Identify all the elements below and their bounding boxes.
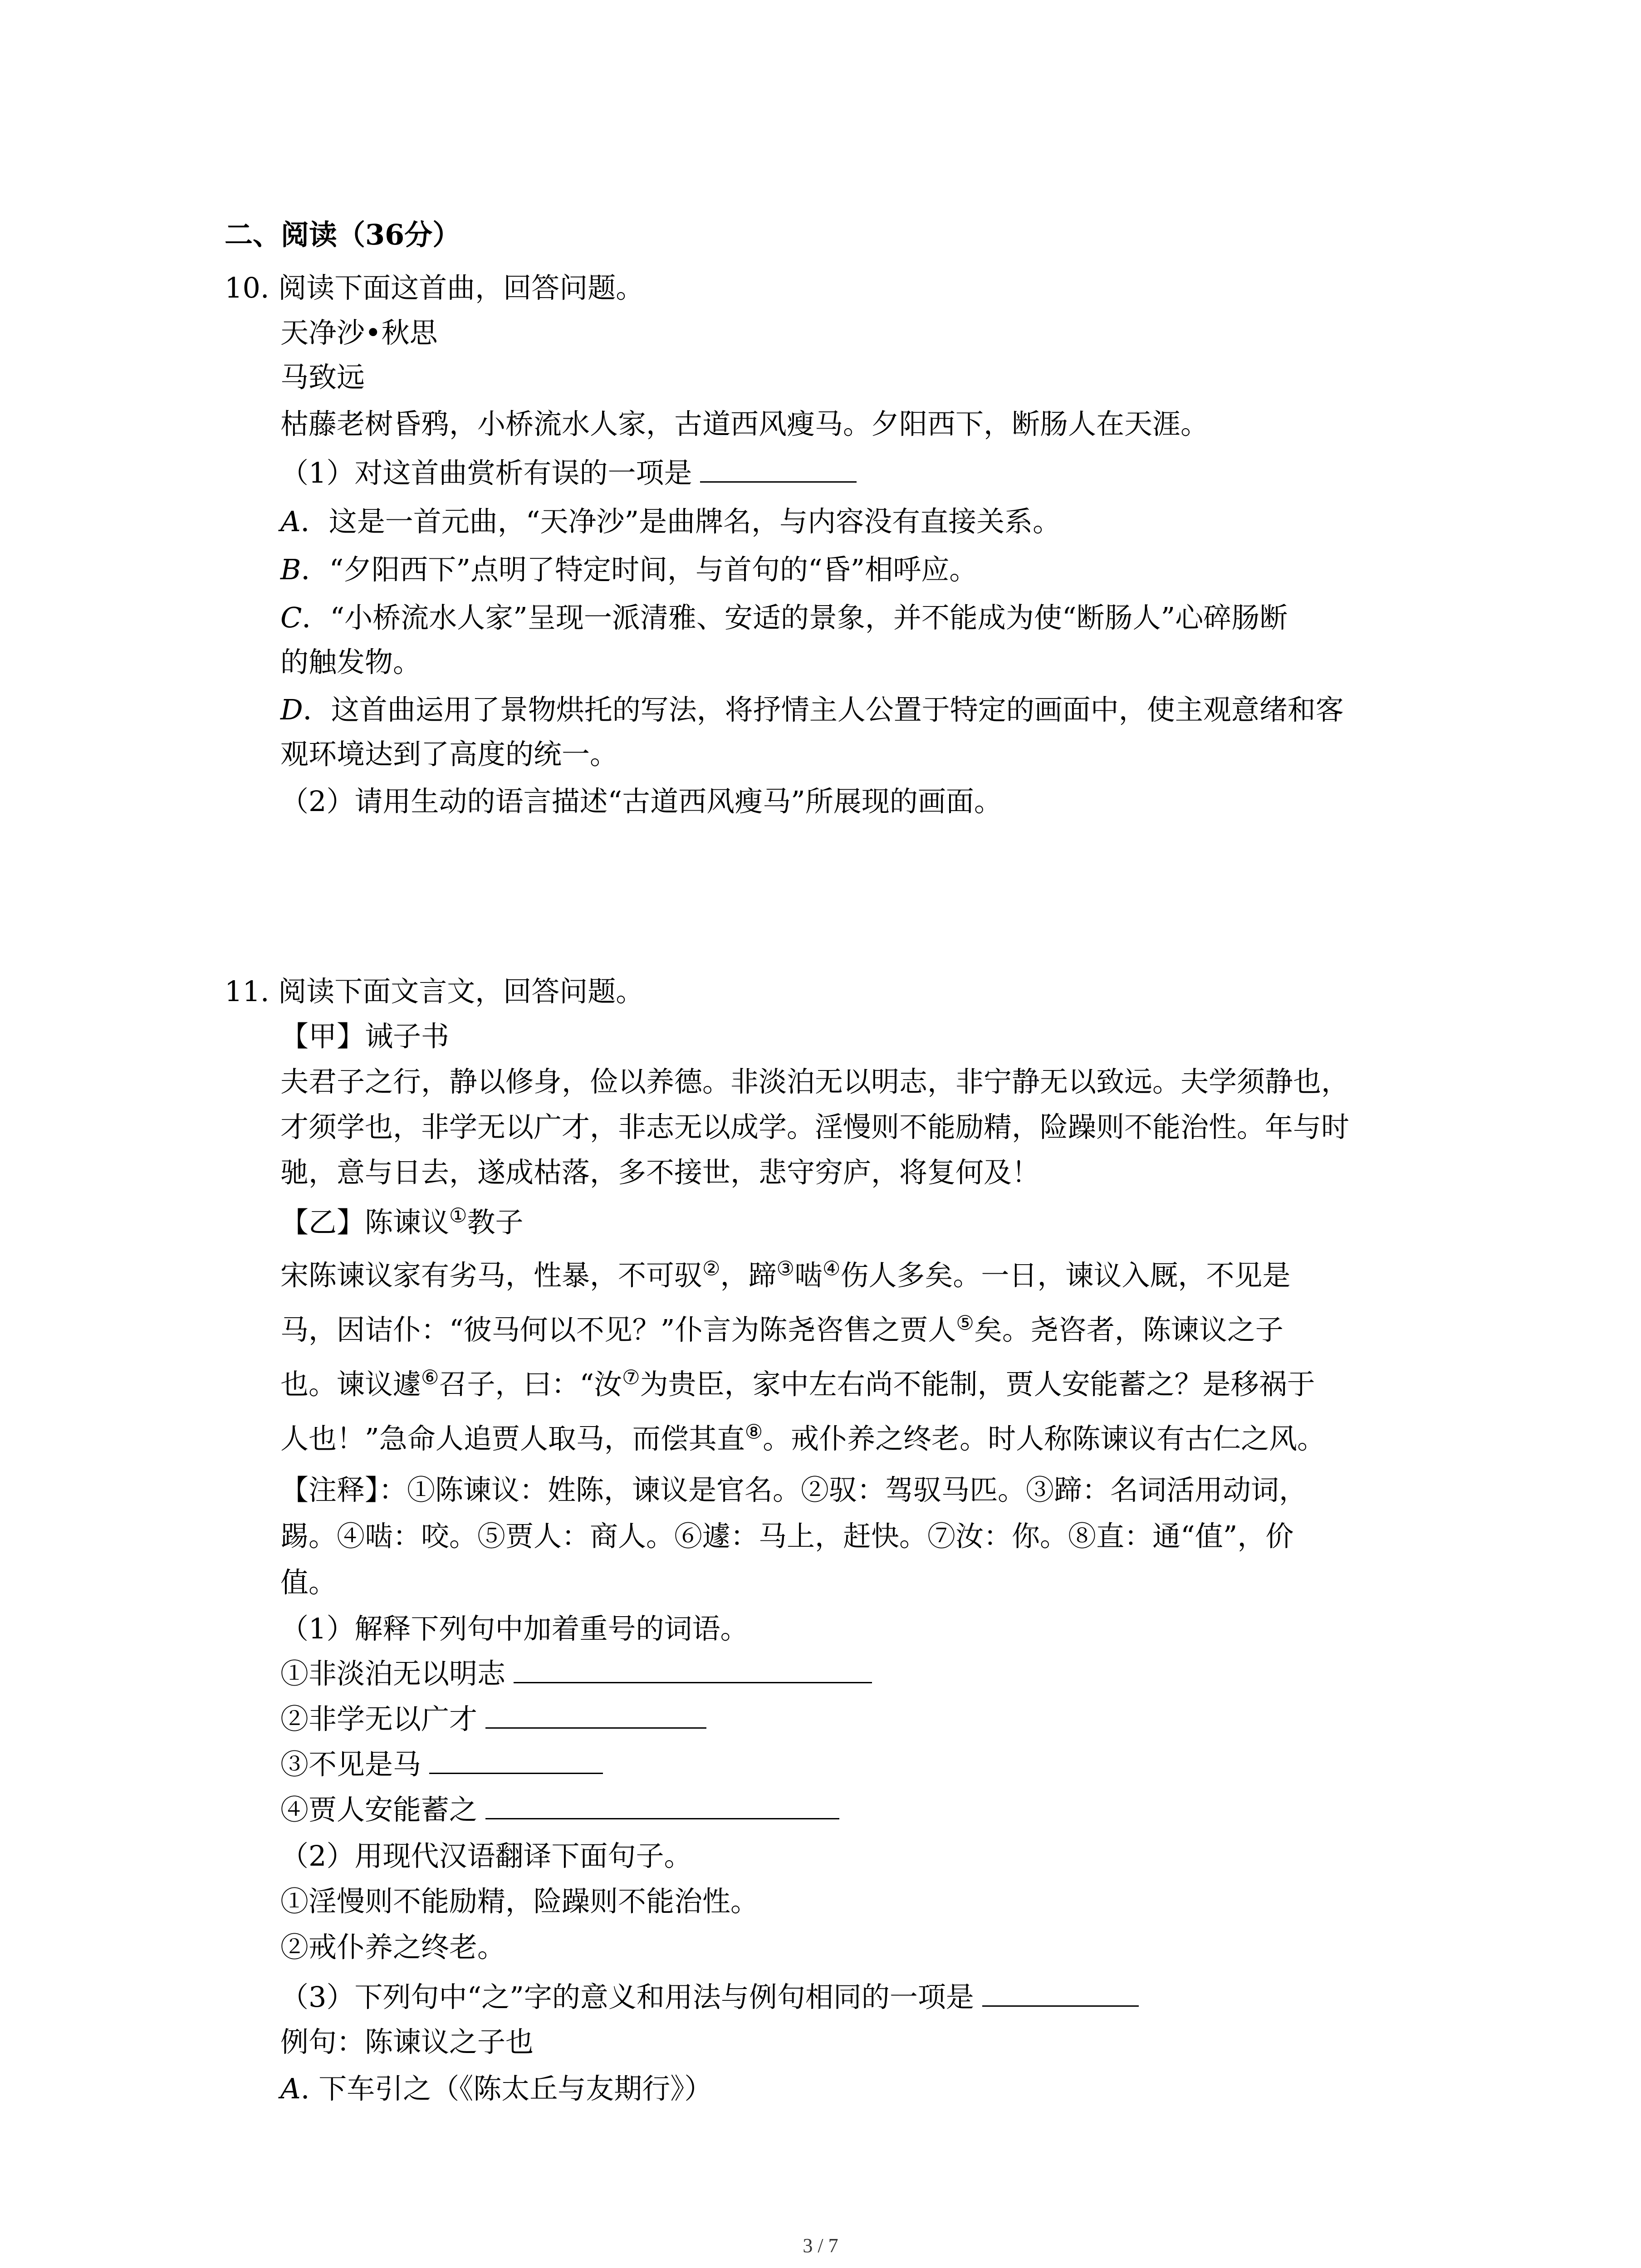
yi-text: 。戒仆养之终老。时人称陈谏议有古仁之风。 <box>763 1422 1326 1455</box>
jia-text-3: 驰，意与日去，遂成枯落，多不接世，悲守穷庐，将复何及！ <box>280 1156 1040 1189</box>
footnote-marker: ④ <box>822 1257 841 1281</box>
yi-text: 宋陈谏议家有劣马，性暴，不可驭 <box>280 1259 703 1292</box>
section-title: 二、阅读（36分） <box>225 218 461 251</box>
word-item-text: ③不见是马 <box>280 1748 421 1781</box>
answer-blank[interactable] <box>485 1702 706 1729</box>
yi-title <box>280 1204 523 1241</box>
yi-text-2 <box>280 1312 1283 1348</box>
translate-item-1: ①淫慢则不能励精，险躁则不能治性。 <box>280 1885 759 1918</box>
q10-stem: 10. 阅读下面这首曲，回答问题。 <box>225 271 644 304</box>
q11-sub2: （2）用现代汉语翻译下面句子。 <box>280 1839 692 1872</box>
option-text: . 下车引之（《陈太丘与友期行》） <box>300 2072 713 2105</box>
q10-option-c <box>280 600 1288 636</box>
yi-text-4 <box>280 1421 1325 1457</box>
footnote-marker: ⑦ <box>622 1366 640 1389</box>
translate-item-2: ②戒仆养之终老。 <box>280 1931 506 1964</box>
yi-text: 伤人多矣。一日，谏议入厩，不见是 <box>840 1259 1291 1292</box>
q10-option-a <box>280 503 1061 540</box>
yi-text: 矣。尧咨者，陈谏议之子 <box>974 1313 1283 1346</box>
yi-text-3 <box>280 1366 1315 1403</box>
footnote-marker: ② <box>702 1257 720 1281</box>
footnote-marker: ⑧ <box>745 1420 763 1444</box>
yi-text-1 <box>280 1257 1290 1294</box>
q11-sub1: （1）解释下列句中加着重号的词语。 <box>280 1612 749 1645</box>
footnote-marker: ① <box>449 1204 467 1227</box>
yi-text: 人也！”急命人追贾人取马，而偿其直 <box>280 1422 745 1455</box>
q10-option-d <box>280 692 1344 728</box>
yi-text: 召子，曰：“汝 <box>439 1368 622 1401</box>
footnote-marker: ⑥ <box>421 1366 439 1389</box>
yi-title-text: 教子 <box>467 1206 524 1239</box>
notes-line-2: 踢。④啮：咬。⑤贾人：商人。⑥遽：马上，赶快。⑦汝：你。⑧直：通“值”，价 <box>280 1520 1294 1553</box>
word-item-4 <box>280 1792 839 1828</box>
q10-option-d-cont: 观环境达到了高度的统一。 <box>280 738 618 771</box>
q11-option-a <box>280 2071 712 2107</box>
q10-option-c-cont: 的触发物。 <box>280 645 421 679</box>
yi-text: 为贵臣，家中左右尚不能制，贾人安能蓄之？是移祸于 <box>640 1368 1315 1401</box>
option-label: B <box>280 553 301 586</box>
answer-blank[interactable] <box>485 1793 839 1819</box>
q10-option-b <box>280 552 977 588</box>
q11-sub3-text: （3）下列句中“之”字的意义和用法与例句相同的一项是 <box>280 1980 974 2014</box>
option-text: ．这首曲运用了景物烘托的写法，将抒情主人公置于特定的画面中，使主观意绪和客 <box>303 693 1344 726</box>
word-item-text: ④贾人安能蓄之 <box>280 1793 478 1826</box>
answer-blank[interactable] <box>700 456 857 483</box>
yi-text: 啮 <box>794 1259 823 1292</box>
answer-blank[interactable] <box>514 1657 872 1683</box>
option-text: ．这是一首元曲，“天净沙”是曲牌名，与内容没有直接关系。 <box>300 505 1061 538</box>
option-label: C <box>280 601 302 634</box>
word-item-2 <box>280 1701 706 1737</box>
poem-text: 枯藤老树昏鸦，小桥流水人家，古道西风瘦马。夕阳西下，断肠人在天涯。 <box>280 407 1209 440</box>
answer-blank[interactable] <box>982 1980 1139 2007</box>
yi-text: 马，因诘仆：“彼马何以不见？”仆言为陈尧咨售之贾人 <box>280 1313 956 1346</box>
yi-text: ，蹄 <box>720 1259 777 1292</box>
q10-sub1 <box>280 455 857 491</box>
jia-text-2: 才须学也，非学无以广才，非志无以成学。淫慢则不能励精，险躁则不能治性。年与时 <box>280 1110 1350 1144</box>
option-text: ．“小桥流水人家”呈现一派清雅、安适的景象，并不能成为使“断肠人”心碎肠断 <box>302 601 1288 634</box>
q11-stem: 11. 阅读下面文言文，回答问题。 <box>225 975 644 1008</box>
notes-line-3: 值。 <box>280 1566 337 1599</box>
yi-title-text: 【乙】陈谏议 <box>280 1206 450 1239</box>
option-label: A <box>280 505 301 538</box>
footnote-marker: ⑤ <box>956 1311 974 1335</box>
option-text: ．“夕阳西下”点明了特定时间，与首句的“昏”相呼应。 <box>301 553 978 586</box>
q11-sub3 <box>280 1979 1139 2015</box>
jia-title: 【甲】诫子书 <box>280 1020 450 1053</box>
q10-sub1-text: （1）对这首曲赏析有误的一项是 <box>280 456 692 489</box>
footnote-marker: ③ <box>776 1257 794 1281</box>
poem-author: 马致远 <box>280 361 365 394</box>
page-number: 3 / 7 <box>803 2234 838 2257</box>
word-item-3 <box>280 1746 603 1783</box>
example-sentence: 例句：陈谏议之子也 <box>280 2025 534 2058</box>
notes-line-1: 【注释】：①陈谏议：姓陈，谏议是官名。②驭：驾驭马匹。③蹄：名词活用动词， <box>280 1473 1308 1506</box>
word-item-text: ②非学无以广才 <box>280 1702 478 1735</box>
word-item-text: ①非淡泊无以明志 <box>280 1657 506 1690</box>
word-item-1 <box>280 1656 872 1692</box>
answer-blank[interactable] <box>429 1747 603 1774</box>
yi-text: 也。谏议遽 <box>280 1368 421 1401</box>
option-label: A <box>280 2072 301 2105</box>
option-label: D <box>280 693 303 726</box>
poem-title: 天净沙•秋思 <box>280 316 438 349</box>
q10-sub2: （2）请用生动的语言描述“古道西风瘦马”所展现的画面。 <box>280 785 1002 818</box>
jia-text-1: 夫君子之行，静以修身，俭以养德。非淡泊无以明志，非宁静无以致远。夫学须静也， <box>280 1065 1350 1098</box>
